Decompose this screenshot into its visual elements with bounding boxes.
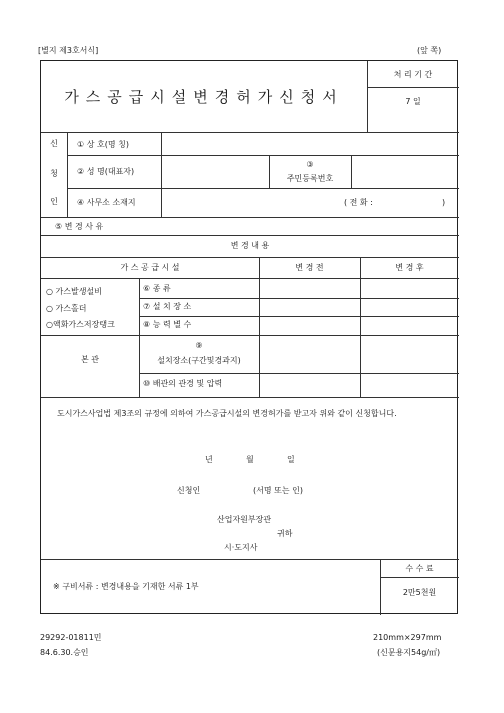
fee-value: 2만5천원 <box>402 588 437 597</box>
name-label: ② 성 명(대표자) <box>77 167 135 176</box>
type-after-field[interactable] <box>361 279 458 298</box>
facility-option-gas-generator[interactable]: ○ 가스발생설비 <box>46 287 102 296</box>
facility-option-gas-holder[interactable]: ○ 가스홀더 <box>46 304 87 313</box>
form-code: 29292-01811민 <box>40 633 102 642</box>
before-change-header: 변 경 전 <box>295 263 324 272</box>
pipeline-location-mark: ⑨ <box>195 341 203 350</box>
gas-facility-header: 가 스 공 급 시 설 <box>120 263 180 272</box>
paper-size: 210mm×297mm <box>373 633 442 642</box>
form-number: [별지 제3호서식] <box>38 46 99 55</box>
capacity-after-field[interactable] <box>361 317 458 335</box>
resident-no-mark: ③ <box>306 160 314 169</box>
pipeline-label: 본 관 <box>81 355 99 364</box>
pipeline-spec-label: ⑩ 배관의 관경 및 압력 <box>143 379 223 388</box>
signature-label: (서명 또는 인) <box>253 486 303 495</box>
phone-close: ) <box>442 198 446 207</box>
pipeline-location-before-field[interactable] <box>260 336 360 373</box>
applicant-char-1: 신 <box>50 139 58 148</box>
applicant-char-2: 청 <box>50 169 58 178</box>
recipient-governor: 시·도지사 <box>224 543 258 552</box>
fee-label: 수 수 료 <box>405 564 434 573</box>
attachment-note: ※ 구비서류 : 변경내용을 기재한 서류 1부 <box>53 582 199 591</box>
capacity-label: ⑧ 능 력 별 수 <box>143 320 192 329</box>
pipeline-spec-before-field[interactable] <box>260 374 360 397</box>
name-field[interactable] <box>162 156 269 188</box>
phone-label: ( 전 화 : <box>344 198 373 207</box>
paper-type: (신문용지54g/㎡) <box>377 648 441 657</box>
recipient-suffix: 귀하 <box>277 529 293 538</box>
facility-option-lng-tank[interactable]: ○액화가스저장탱크 <box>46 320 115 329</box>
processing-period-value: 7 일 <box>405 97 421 106</box>
resident-no-field[interactable] <box>352 156 458 188</box>
change-reason-field[interactable] <box>162 218 458 235</box>
recipient-ministry: 산업자원부장관 <box>217 515 272 524</box>
date-year-label: 년 <box>205 455 213 464</box>
form-title: 가스공급시설변경허가신청서 <box>64 88 344 106</box>
trade-name-field[interactable] <box>162 133 458 155</box>
applicant-char-3: 인 <box>50 197 58 206</box>
capacity-before-field[interactable] <box>260 317 360 335</box>
resident-no-label: 주민등록번호 <box>286 174 334 183</box>
page-side: (앞 쪽) <box>417 46 442 55</box>
office-address-field[interactable] <box>162 189 458 216</box>
applicant-label: 신청인 <box>177 486 201 495</box>
applicant-name-field[interactable] <box>204 483 249 497</box>
approval-date: 84.6.30.승인 <box>40 648 89 657</box>
type-before-field[interactable] <box>260 279 360 298</box>
pipeline-location-label: 설치장소(구간및경과지) <box>157 356 241 365</box>
date-day-label: 일 <box>287 455 295 464</box>
type-label: ⑥ 종 류 <box>143 284 171 293</box>
office-address-label: ④ 사무소 소재지 <box>77 198 136 207</box>
after-change-header: 변 경 후 <box>395 263 424 272</box>
install-place-label: ⑦ 설 치 장 소 <box>143 302 192 311</box>
pipeline-spec-after-field[interactable] <box>361 374 458 397</box>
install-place-after-field[interactable] <box>361 299 458 316</box>
application-form <box>40 60 458 614</box>
trade-name-label: ① 상 호(명 칭) <box>77 140 129 149</box>
change-details-header: 변 경 내 용 <box>230 241 270 250</box>
date-month-label: 월 <box>246 455 254 464</box>
change-reason-label: ⑤ 변 경 사 유 <box>55 222 104 231</box>
processing-period-label: 처 리 기 간 <box>393 70 433 79</box>
pipeline-location-after-field[interactable] <box>361 336 458 373</box>
application-statement: 도시가스사업법 제3조의 규정에 의하여 가스공급시설의 변경허가를 받고자 위와 같이 신청합니다. <box>57 409 397 418</box>
install-place-before-field[interactable] <box>260 299 360 316</box>
